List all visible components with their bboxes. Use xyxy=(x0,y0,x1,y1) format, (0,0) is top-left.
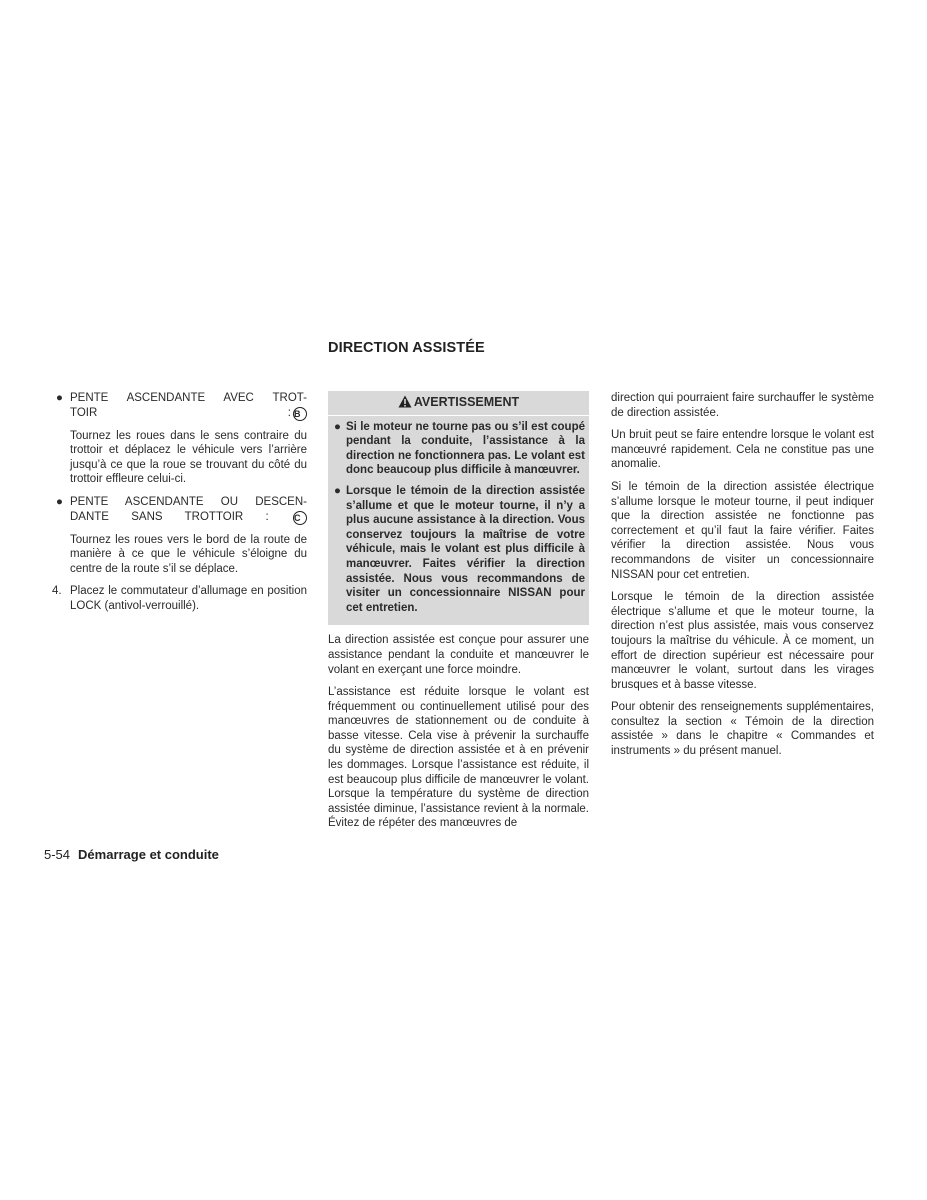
paragraph: direction qui pourraient faire surchauffer le système de direction assistée. xyxy=(611,392,874,419)
bullet-dot: ● xyxy=(56,495,63,508)
step-number: 4. xyxy=(52,585,62,598)
warning-item: ● Si le moteur ne tourne pas ou s’il est coupé pendant la conduite, l’assistance à la direction ne fonctionnera pas. Le volant est donc beaucoup plus difficile à manœuvrer. xyxy=(334,420,585,477)
bullet-text: Tournez les roues vers le bord de la route de manière à ce que le véhicule s’éloigne du centre de la route s’il se déplace. xyxy=(70,533,307,575)
middle-column xyxy=(328,391,589,839)
paragraph: Pour obtenir des renseignements supplémentaires, consultez la section « Témoin de la direction assistée » dans le chapitre « Commandes et instruments » du présent manuel. xyxy=(611,701,874,758)
paragraph: Si le témoin de la direction assistée électrique s’allume lorsque le moteur tourne, il peut indiquer que la direction assistée ne fonctionne pas correctement et qu’il faut la faire vérifier. Faites vérifier la direction assistée. Nous vous recommandons de visiter un concessionnaire NISSAN pour cet entretien. xyxy=(611,480,874,581)
chapter-title: Démarrage et conduite xyxy=(78,847,219,862)
page-number: 5-54 xyxy=(44,847,71,862)
numbered-step xyxy=(52,584,307,613)
paragraph: L’assistance est réduite lorsque le volant est fréquemment ou continuellement utilisé pour des manœuvres de stationnement ou de conduite à basse vitesse. Cela vise à prévenir la surchauffe du système de direction assistée et à en prévenir les dommages. Lorsque l’assistance est réduite, il est beaucoup plus difficile de manœuvrer le volant. Lorsque la température du système de direction assistée diminue, l’assistance revient à la normale. Évitez de répéter des manœuvres de xyxy=(328,686,589,830)
warning-triangle-icon xyxy=(398,395,412,412)
right-column xyxy=(611,391,874,767)
circled-b-marker: B xyxy=(293,407,307,421)
step-text: Placez le commutateur d’allumage en position LOCK (antivol-verrouillé). xyxy=(70,585,307,612)
bullet-dot: ● xyxy=(334,420,341,433)
bullet-title: PENTE ASCENDANTE AVEC TROT- TOIR : B xyxy=(70,392,307,419)
circled-c-marker: C xyxy=(293,511,307,525)
bullet-dot: ● xyxy=(56,392,63,404)
bullet-text: Tournez les roues dans le sens contraire du trottoir et déplacez le véhicule vers l’arrière jusqu’à ce que la roue se trouvant du côté du trottoir effleure celui-ci. xyxy=(70,429,307,486)
left-column xyxy=(52,391,307,622)
paragraph: La direction assistée est conçue pour assurer une assistance pendant la conduite et manœuvrer le volant en exerçant une force moindre. xyxy=(328,634,589,676)
warning-item: ● Lorsque le témoin de la direction assistée s’allume et que le moteur tourne, il n’y a plus aucune assistance à la direction. Vous conservez toujours la maîtrise de votre véhicule, mais le volant est plus difficile à manœuvrer. Faites vérifier la direction assistée. Nous vous recommandons de visiter un concessionnaire NISSAN pour cet entretien. xyxy=(334,484,585,614)
section-title: DIRECTION ASSISTÉE xyxy=(328,340,485,356)
warning-box xyxy=(328,391,589,625)
paragraph: Lorsque le témoin de la direction assistée électrique s’allume et que le moteur tourne, la direction n’est plus assistée, mais vous conservez toujours la maîtrise du véhicule. À ce moment, un effort de direction supérieur est nécessaire pour manœuvrer le volant, surtout dans les virages brusques et à basse vitesse. xyxy=(611,591,874,691)
page-footer xyxy=(44,847,219,862)
warning-header xyxy=(328,391,589,416)
warning-header-label: AVERTISSEMENT xyxy=(413,395,520,409)
bullet-dot: ● xyxy=(334,484,341,497)
bullet-title: PENTE ASCENDANTE OU DESCEN- DANTE SANS TROTTOIR : C xyxy=(70,495,307,523)
bullet-item-curb-uphill xyxy=(52,391,307,421)
paragraph: Un bruit peut se faire entendre lorsque le volant est manœuvré rapidement. Cela ne constitue pas une anomalie. xyxy=(611,429,874,471)
bullet-item-no-curb xyxy=(52,495,307,525)
